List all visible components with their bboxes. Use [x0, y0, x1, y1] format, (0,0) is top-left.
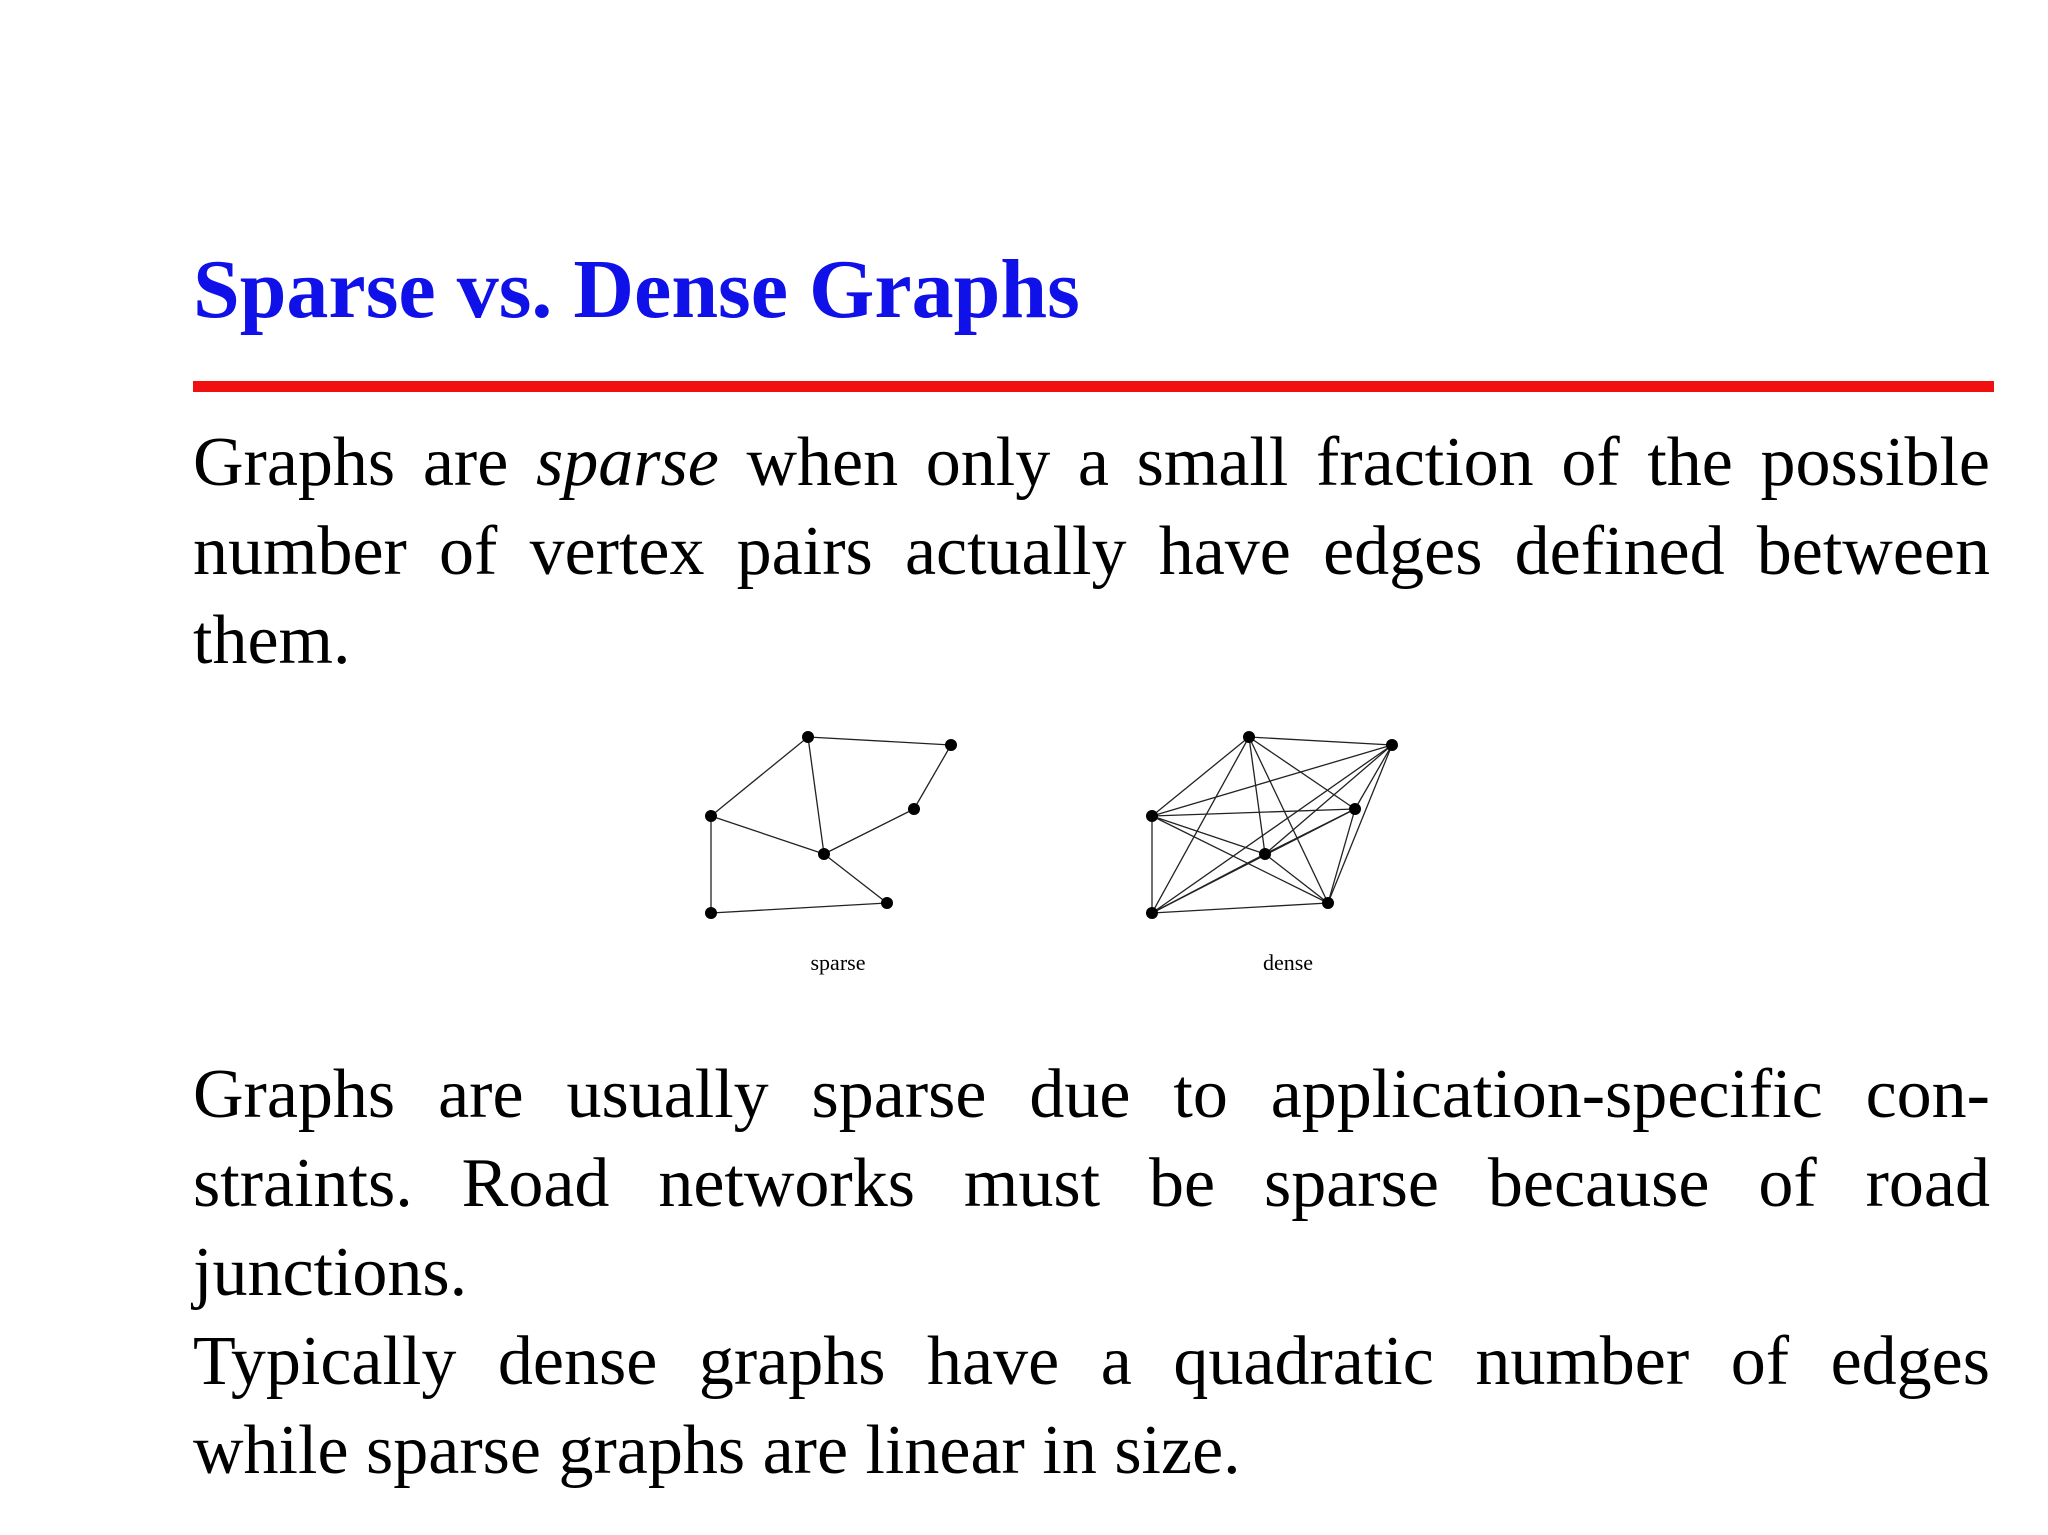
dense-edge: [1152, 816, 1265, 854]
dense-edge: [1249, 737, 1392, 745]
intro-line-2: number of vertex pairs actually have edges defined between: [193, 513, 1990, 590]
sparsity-line-2: straints. Road networks must be sparse because of road: [193, 1145, 1990, 1222]
sparse-edge: [914, 745, 951, 809]
edge-count-paragraph: [193, 1317, 1990, 1495]
sparse-vertex: [705, 907, 717, 919]
slide-title: Sparse vs. Dense Graphs: [193, 243, 1080, 336]
dense-graph: [1146, 731, 1398, 919]
intro-line-3: them.: [193, 602, 351, 679]
dense-vertex: [1349, 803, 1361, 815]
dense-vertex: [1243, 731, 1255, 743]
sparse-edge: [824, 809, 914, 854]
dense-edge: [1152, 745, 1392, 913]
dense-edge: [1328, 745, 1392, 903]
intro-paragraph: [193, 418, 1990, 685]
sparse-vertex: [945, 739, 957, 751]
sparse-edge: [711, 737, 808, 816]
dense-caption: dense: [1262, 950, 1314, 975]
sparsity-line-1: Graphs are usually sparse due to application-specific con-: [193, 1056, 1990, 1133]
graph-diagram: [690, 710, 1490, 990]
dense-edge: [1152, 816, 1328, 903]
sparse-graph: [705, 731, 957, 919]
sparse-edge: [711, 816, 824, 854]
dense-edge: [1152, 809, 1355, 816]
sparse-edge: [808, 737, 951, 745]
sparse-emphasis: sparse: [536, 424, 719, 501]
dense-edge: [1152, 737, 1249, 913]
dense-edge: [1152, 737, 1249, 816]
sparse-vertex: [818, 848, 830, 860]
edge-count-line-1: Typically dense graphs have a quadratic number of edges: [193, 1323, 1990, 1400]
dense-edge: [1152, 903, 1328, 913]
graph-comparison-figure: [690, 710, 1490, 990]
dense-edge: [1328, 809, 1355, 903]
edge-count-line-2: while sparse graphs are linear in size.: [193, 1412, 1241, 1489]
intro-text-end: when only a small fraction of the possible: [718, 424, 1990, 501]
sparse-vertex: [881, 897, 893, 909]
sparse-vertex: [908, 803, 920, 815]
sparse-edge: [711, 903, 887, 913]
dense-vertex: [1146, 810, 1158, 822]
sparsity-line-3: junctions.: [193, 1234, 468, 1311]
sparse-vertex: [802, 731, 814, 743]
sparse-edge: [824, 854, 887, 903]
dense-vertex: [1322, 897, 1334, 909]
dense-vertex: [1386, 739, 1398, 751]
dense-vertex: [1259, 848, 1271, 860]
sparse-edge: [808, 737, 824, 854]
sparse-caption: sparse: [810, 950, 866, 975]
dense-edge: [1249, 737, 1355, 809]
dense-vertex: [1146, 907, 1158, 919]
intro-text-start: Graphs are: [193, 424, 536, 501]
dense-edge: [1265, 854, 1328, 903]
sparse-vertex: [705, 810, 717, 822]
intro-line-1: [193, 418, 1990, 507]
title-underline: [193, 381, 1994, 392]
sparsity-paragraph: [193, 1050, 1990, 1317]
